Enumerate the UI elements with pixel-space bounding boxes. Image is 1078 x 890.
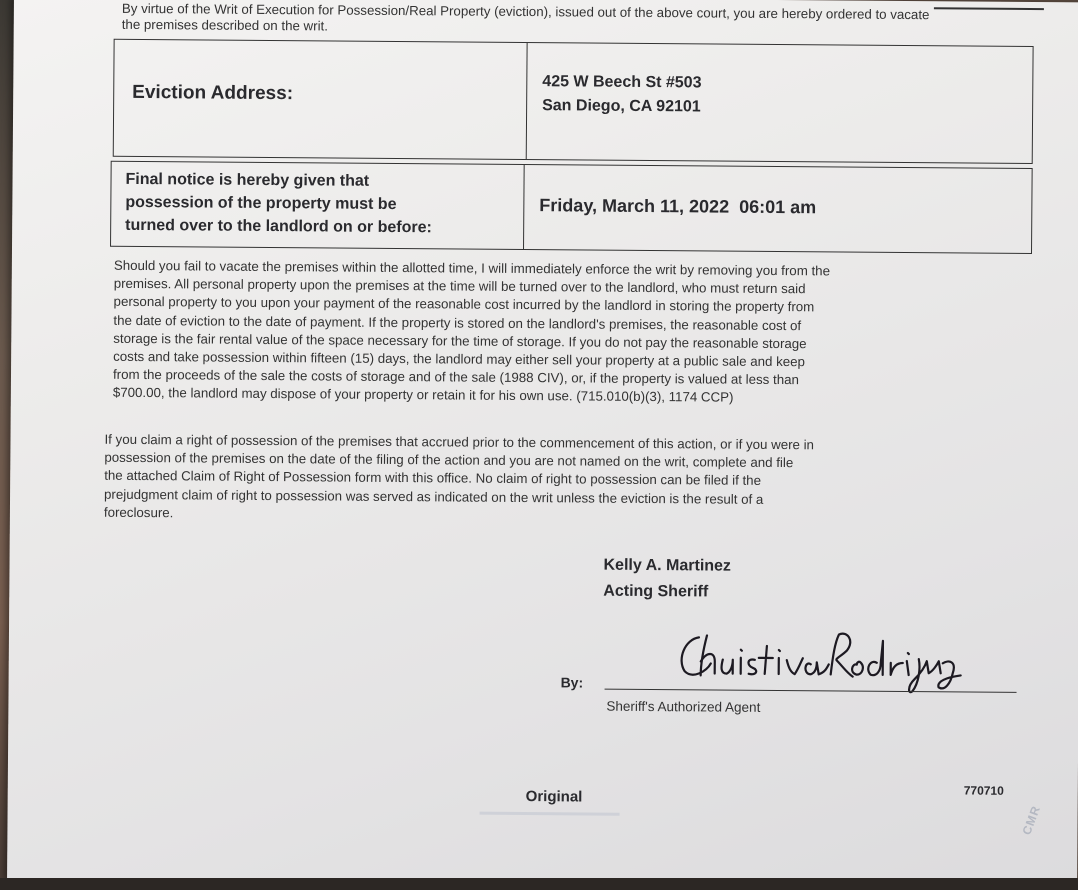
- watermark-stamp: CMR: [1019, 803, 1044, 837]
- handwritten-signature: [671, 615, 972, 695]
- background-edge: [0, 878, 1078, 890]
- paragraph-line: foreclosure.: [103, 504, 174, 521]
- paragraph-line: possession of the premises on the date of the filing of the action and you are not named on the writ, complete and file: [104, 449, 794, 471]
- final-notice-line2: possession of the property must be: [125, 193, 397, 214]
- by-label: By:: [560, 674, 584, 691]
- address-line2: San Diego, CA 92101: [542, 97, 701, 116]
- paragraph-line: from the proceeds of the sale the costs of storage and of the sale (1988 CIV), or, if the property is valued at less than: [112, 367, 799, 388]
- paragraph-line: costs and take possession within fifteen (15) days, the landlord may either sell your property at a public sale and keep: [113, 348, 806, 370]
- box-divider: [523, 165, 525, 249]
- eviction-address-box: [113, 39, 1034, 164]
- final-notice-line3: turned over to the landlord on or before:: [125, 216, 432, 237]
- sheriff-title: Acting Sheriff: [603, 582, 709, 601]
- header-rule: [934, 7, 1044, 10]
- address-line1: 425 W Beech St #503: [542, 73, 702, 92]
- paragraph-line: premises. All personal property upon the premises at the time will be turned over to the landlord, who must return said: [113, 275, 806, 297]
- paragraph-line: the date of eviction to the date of payment. If the property is stored on the landlord's premises, the reasonable cost of: [113, 312, 802, 333]
- paragraph-line: storage is the fair rental value of the space necessary for the time of storage. If you do not pay the reasonable storage: [113, 330, 807, 352]
- box-divider: [526, 43, 528, 159]
- paragraph-line: Should you fail to vacate the premises within the allotted time, I will immediately enforce the writ by removing you from the: [113, 257, 831, 279]
- paragraph-line: personal property to you upon your payment of the reasonable cost incurred by the landlord in storing the property from: [113, 294, 815, 315]
- final-notice-label: [125, 168, 432, 239]
- eviction-address-label: Eviction Address:: [132, 81, 294, 105]
- faint-footer-text: [480, 812, 620, 816]
- final-notice-box: [110, 161, 1033, 254]
- claim-of-right-paragraph: [104, 431, 927, 528]
- paragraph-line: $700.00, the landlord may dispose of your property or retain it for his own use. (715.010(b)(3), 1174 CCP): [112, 385, 734, 406]
- paragraph-line: If you claim a right of possession of the premises that accrued prior to the commencement of this action, or if you were in: [104, 431, 815, 453]
- enforcement-paragraph: [113, 257, 936, 409]
- final-notice-line1: Final notice is hereby given that: [125, 170, 370, 190]
- notice-document: [7, 0, 1078, 886]
- intro-text: By virtue of the Writ of Execution for Possession/Real Property (eviction), issued out of the above court, you are hereby ordered to vacate the premises described on the writ.: [121, 0, 930, 34]
- form-number: 770710: [963, 783, 1004, 798]
- paragraph-line: the attached Claim of Right of Possession form with this office. No claim of right to possession can be filed if the: [104, 468, 762, 489]
- agent-caption: Sheriff's Authorized Agent: [606, 698, 761, 715]
- deadline-date: Friday, March 11, 2022 06:01 am: [539, 195, 817, 218]
- sheriff-name: Kelly A. Martinez: [603, 556, 732, 575]
- paragraph-line: prejudgment claim of right to possession was served as indicated on the writ unless the eviction is the result of a: [104, 486, 764, 507]
- copy-label: Original: [525, 788, 583, 806]
